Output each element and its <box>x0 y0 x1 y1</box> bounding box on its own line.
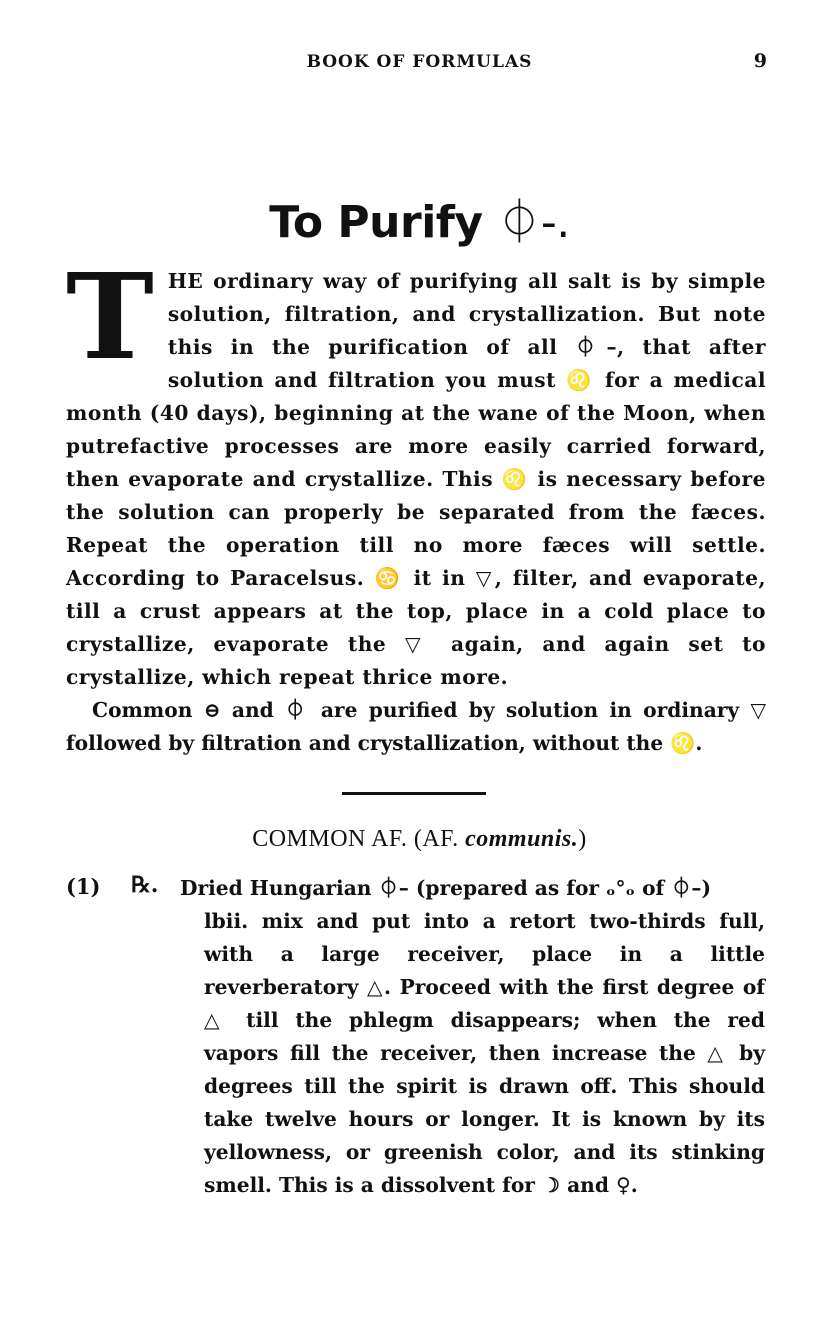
drop-cap: T <box>66 247 154 386</box>
intro-paragraph-1-text: HE ordinary way of purifying all salt is by simple solution, filtration, and crystallization. But note this in the purification of all ⏀–, that after solution and filtration you must ♌ for a medical month (40 days), beginning at the wane of the Moon, when putrefactive processes are more easily carried forward, then evaporate and crystallize. This ♌ is necessary before the solution can properly be separated from the fæces. Repeat the operation till no more fæces will settle. According to Paracelsus. ♋ it in ▽, filter, and evaporate, till a crust appears at the top, place in a cold place to crystallize, evaporate the ▽ again, and again set to crystallize, which repeat thrice more. <box>66 269 766 689</box>
section-heading-text: COMMON AF. (AF. <box>252 826 466 852</box>
intro-section <box>66 247 766 760</box>
running-head: BOOK OF FORMULAS <box>306 52 533 72</box>
section-heading <box>0 826 839 853</box>
section-heading-latin: communis. <box>465 826 579 852</box>
page-title <box>0 186 839 250</box>
intro-paragraph-1 <box>66 247 766 694</box>
recipe-body <box>180 872 765 1202</box>
recipe-symbol: ℞. <box>131 872 159 898</box>
title-text: To Purify <box>269 197 498 248</box>
salt-symbol: ⏀-. <box>497 197 570 248</box>
intro-paragraph-2: Common ⊖ and ⏀ are purified by solution in ordinary ▽ followed by filtration and crystallization, without the ♌. <box>66 698 766 755</box>
recipe-first-line: Dried Hungarian ⏀– (prepared as for ₒ°ₒ of ⏀–) <box>180 876 712 900</box>
recipe-number: (1) <box>66 874 101 899</box>
recipe-continuation: lbii. mix and put into a retort two-thirds full, with a large receiver, place in a little reverberatory △. Proceed with the first degree of △ till the phlegm disappears; when the red vapors fill the receiver, then increase the △ by degrees till the spirit is drawn off. This should take twelve hours or longer. It is known by its yellowness, or greenish color, and its stinking smell. This is a dissolvent for ☽ and ♀. <box>204 909 765 1197</box>
section-heading-close: ) <box>578 826 587 852</box>
page-number: 9 <box>753 50 767 72</box>
section-divider <box>342 792 486 795</box>
